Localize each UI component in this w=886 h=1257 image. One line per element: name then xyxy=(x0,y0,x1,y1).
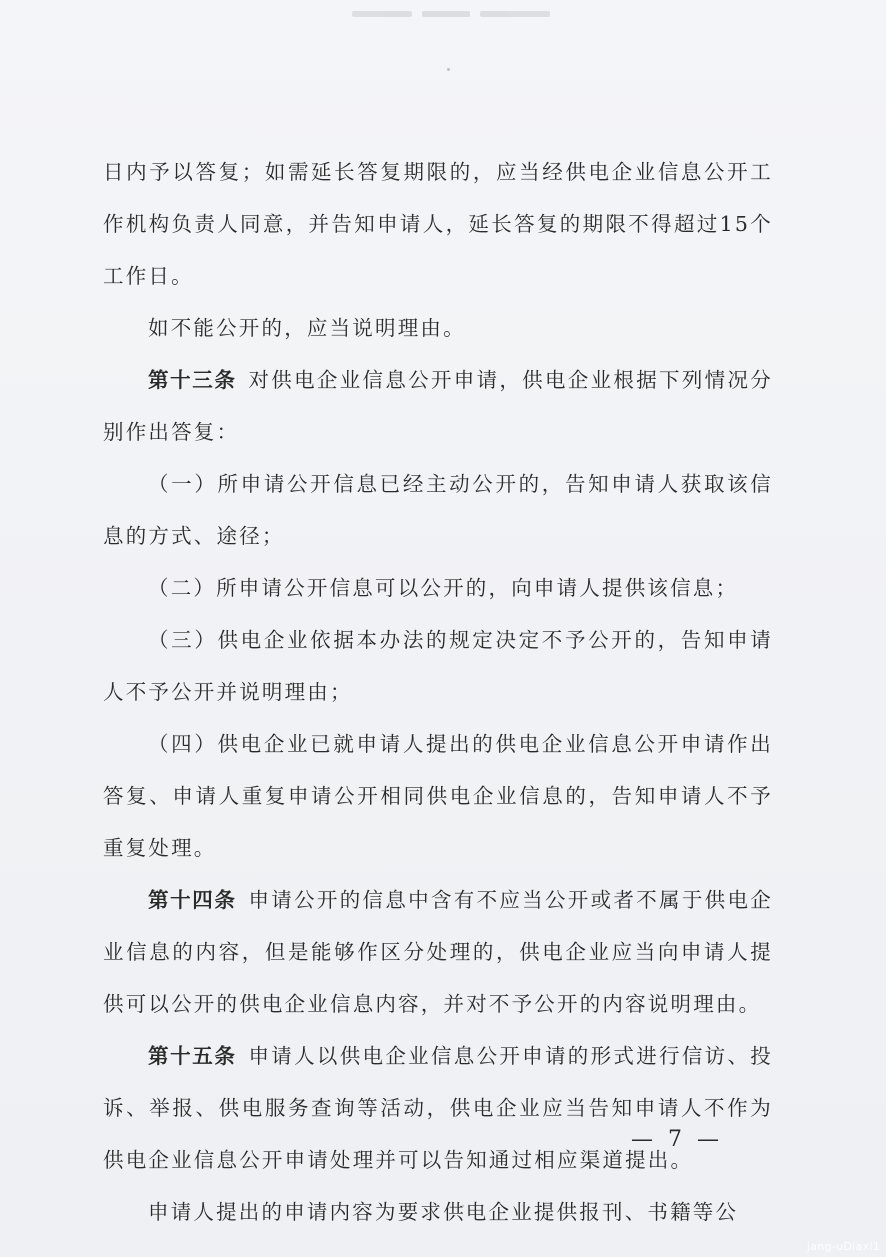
paragraph-continuation: 日内予以答复；如需延长答复期限的，应当经供电企业信息公开工作机构负责人同意，并告知申请人，延长答复的期限不得超过15个工作日。 xyxy=(103,160,773,288)
article-paragraph xyxy=(103,354,773,458)
page-number: — 7 — xyxy=(631,1127,723,1152)
scan-speck xyxy=(462,1205,464,1207)
article-text: 申请人以供电企业信息公开申请的形式进行信访、投诉、举报、供电服务查询等活动，供电企业应当告知申请人不作为供电企业信息公开申请处理并可以告知通过相应渠道提出。 xyxy=(103,1044,773,1172)
article-number: 第十五条 xyxy=(148,1044,237,1068)
article-paragraph xyxy=(103,1030,773,1186)
paragraph: 如不能公开的，应当说明理由。 xyxy=(148,316,466,340)
list-item: （三）供电企业依据本办法的规定决定不予公开的，告知申请人不予公开并说明理由； xyxy=(103,628,773,704)
article-paragraph xyxy=(103,874,773,1030)
document-body xyxy=(103,146,773,1238)
article-text: 对供电企业信息公开申请，供电企业根据下列情况分别作出答复： xyxy=(103,368,773,444)
scan-artifact xyxy=(352,2,572,16)
list-item: （一）所申请公开信息已经主动公开的，告知申请人获取该信息的方式、途径； xyxy=(103,472,773,548)
scan-speck xyxy=(447,68,450,71)
article-number: 第十四条 xyxy=(148,888,237,912)
paragraph: 申请人提出的申请内容为要求供电企业提供报刊、书籍等公 xyxy=(148,1200,739,1224)
article-text: 申请公开的信息中含有不应当公开或者不属于供电企业信息的内容，但是能够作区分处理的，供电企业应当向申请人提供可以公开的供电企业信息内容，并对不予公开的内容说明理由。 xyxy=(103,888,773,1016)
list-item: （二）所申请公开信息可以公开的，向申请人提供该信息； xyxy=(148,576,739,600)
list-item: （四）供电企业已就申请人提出的供电企业信息公开申请作出答复、申请人重复申请公开相同供电企业信息的，告知申请人不予重复处理。 xyxy=(103,732,773,860)
article-number: 第十三条 xyxy=(148,368,237,392)
watermark: jang-uDiaxl1 xyxy=(806,1240,880,1253)
